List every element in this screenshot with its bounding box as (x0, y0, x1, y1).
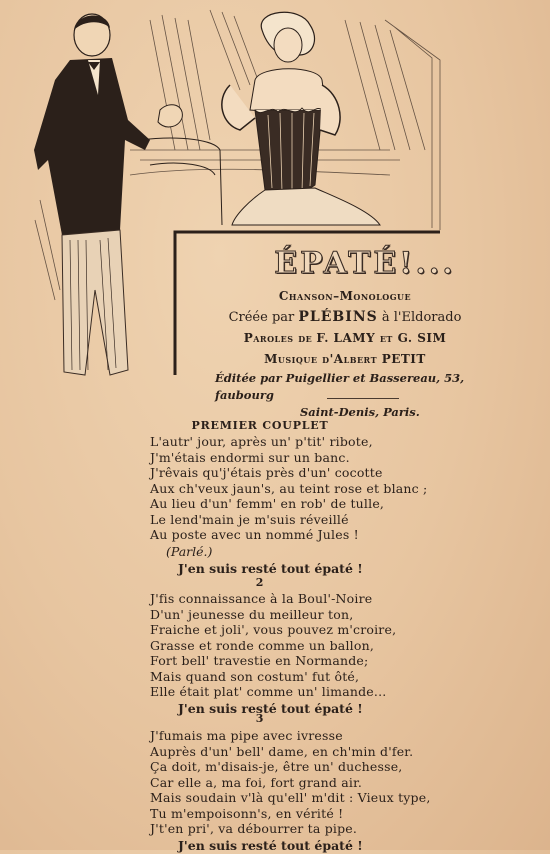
song-title: ÉPATÉ!... (274, 246, 456, 281)
verse-line: Aux ch'veux jaun's, au teint rose et blanc ; (150, 480, 428, 496)
woman-figure (222, 12, 380, 225)
verse-line: J'fis connaissance à la Boul'-Noire (150, 591, 373, 606)
creation-line (180, 307, 510, 328)
verse-line: L'autr' jour, après un' p'tit' ribote, (150, 434, 373, 449)
verse-line: D'un' jeunesse du meilleur ton, (150, 606, 354, 622)
genre: Chanson–Monologue (278, 289, 412, 303)
composer: Albert PETIT (333, 352, 426, 366)
creation-prefix: Créée par (228, 310, 295, 325)
lyrics-line (180, 328, 510, 349)
refrain: J'en suis resté tout épaté ! (178, 837, 363, 853)
verse-line: Mais soudain v'là qu'ell' m'dit : Vieux type, (150, 790, 431, 805)
verse-line: Grasse et ronde comme un ballon, (150, 637, 375, 653)
music-prefix: Musique d' (264, 352, 334, 366)
lyrics-prefix: Paroles de (243, 331, 313, 345)
editor-line-2: Saint-Denis, Paris. (300, 405, 420, 419)
verse-line: J'rêvais qu'j'étais près d'un' cocotte (150, 465, 383, 480)
refrain: J'en suis resté tout épaté ! (178, 700, 363, 716)
verse-line: Car elle a, ma foi, fort grand air. (150, 774, 363, 790)
couplet-2 (150, 591, 430, 717)
verse-line: Au lieu d'un' femm' en rob' de tulle, (150, 496, 385, 511)
couplet-1-heading: PREMIER COUPLET (191, 419, 329, 432)
verse-line: Mais quand son costum' fut ôté, (150, 668, 360, 684)
couplet-1 (150, 434, 430, 577)
couplet-3-heading: 3 (255, 712, 265, 725)
verse-line: Au poste avec un nommé Jules ! (150, 527, 359, 542)
genre-line (180, 286, 510, 307)
bed-lines (140, 138, 222, 225)
header-divider (327, 398, 399, 399)
lyrics-authors: F. LAMY et G. SIM (316, 331, 447, 345)
verse-line: Tu m'empoisonn's, en vérité ! (150, 805, 344, 821)
editor-line-1: Éditée par Puigellier et Bassereau, 53, faubourg (215, 371, 465, 402)
music-line (180, 349, 510, 370)
verse-line: J't'en pri', va débourrer ta pipe. (150, 821, 358, 836)
spoken-note: (Parlé.) (166, 543, 213, 559)
refrain: J'en suis resté tout épaté ! (178, 560, 363, 576)
verse-line: Le lend'main je m'suis réveillé (150, 511, 349, 527)
verse-line: Fort bell' travestie en Normande; (150, 653, 369, 668)
verse-line: J'fumais ma pipe avec ivresse (150, 728, 343, 743)
couplet-2-heading: 2 (255, 576, 265, 589)
man-figure (34, 14, 182, 375)
verse-line: Auprès d'un' bell' dame, en ch'min d'fer. (150, 743, 414, 759)
verse-line: J'm'étais endormi sur un banc. (150, 449, 350, 465)
verse-line: Elle était plat' comme un' limande... (150, 684, 387, 699)
verse-line: Fraiche et joli', vous pouvez m'croire, (150, 622, 397, 637)
song-header (180, 248, 510, 421)
creator: PLÉBINS (298, 309, 378, 325)
creation-suffix: à l'Eldorado (381, 310, 462, 325)
verse-line: Ça doit, m'disais-je, être un' duchesse, (150, 759, 403, 774)
couplet-3 (150, 728, 430, 854)
